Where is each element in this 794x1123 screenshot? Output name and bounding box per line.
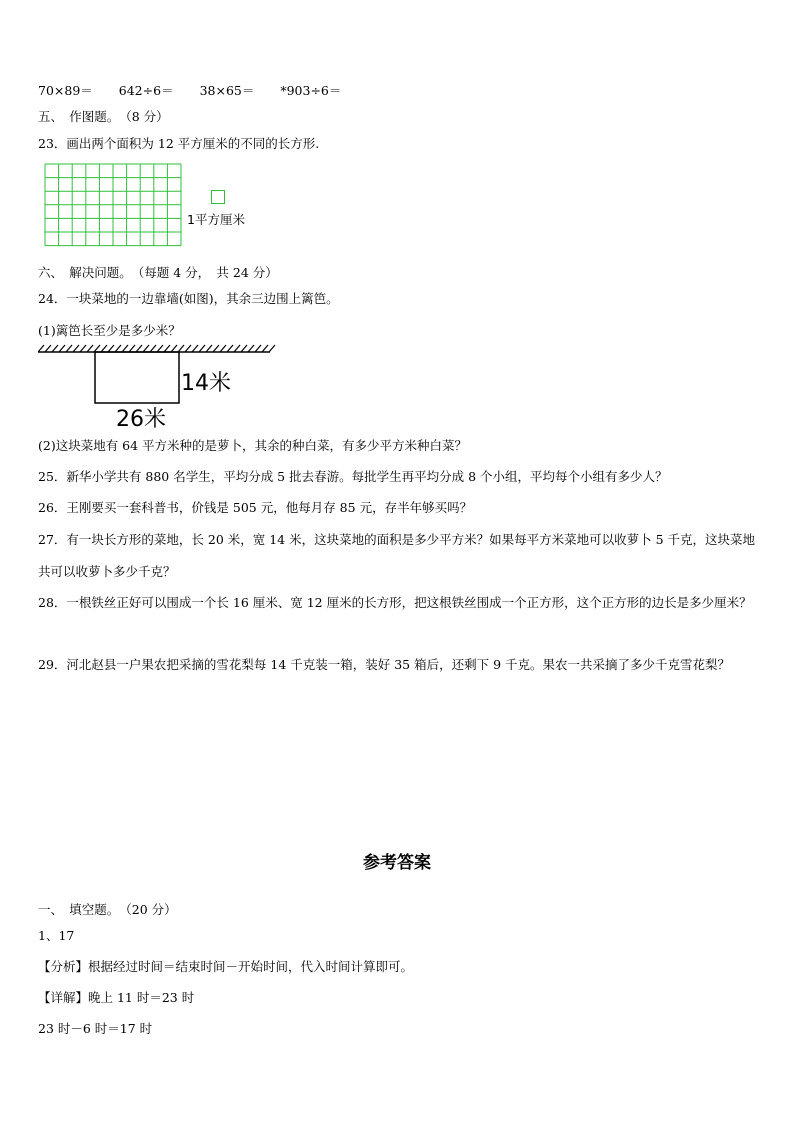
hatch-stroke [80,345,86,352]
answer-1: 1、17 [38,928,75,943]
hatch-stroke [52,345,58,352]
unit-square-icon [211,190,225,204]
answer-title: 参考答案 [363,853,431,873]
hatch-stroke [108,345,114,352]
question-28: 28．一根铁丝正好可以围成一个长 16 厘米、宽 12 厘米的长方形，把这根铁丝围成一个正方形，这个正方形的边长是多少厘米？ [38,595,752,610]
unit-square-label: 1平方厘米 [187,212,245,227]
hatch-stroke [213,345,219,352]
hatch-stroke [59,345,65,352]
question-26: 26．王刚要买一套科普书，价钱是 505 元，他每月存 85 元，存半年够买吗？ [38,500,473,515]
hatch-stroke [199,345,205,352]
hatch-stroke [122,345,128,352]
field-rectangle [95,352,179,403]
section6-heading: 六、 解决问题。 （每题 4 分， 共 24 分） [38,265,278,280]
hatch-stroke [206,345,212,352]
hatch-stroke [164,345,170,352]
wall-hatching [38,345,275,352]
hatch-stroke [220,345,226,352]
question-23: 23．画出两个面积为 12 平方厘米的不同的长方形. [38,136,320,151]
field-side-label: 14米 [181,371,231,396]
hatch-stroke [150,345,156,352]
answer-detail: 【详解】晚上 11 时＝23 时 [38,990,195,1005]
question-24: 24．一块菜地的一边靠墙(如图)，其余三边围上篱笆。 [38,291,339,306]
question-29: 29．河北赵县一户果农把采摘的雪花梨每 14 千克装一箱，装好 35 箱后，还剩下 9 千克。果农一共采摘了多少千克雪花梨？ [38,657,731,672]
grid-figure [44,163,184,257]
answer-analysis: 【分析】根据经过时间＝结束时间－开始时间，代入时间计算即可。 [38,959,414,974]
hatch-stroke [192,345,198,352]
question-27: 27．有一块长方形的菜地，长 20 米，宽 14 米，这块菜地的面积是多少平方米？如果每平方米菜地可以收萝卜 5 千克，这块菜地共可以收萝卜多少千克？ [38,532,756,579]
hatch-stroke [38,345,44,352]
question-24-part2: (2)这块菜地有 64 平方米种的是萝卜，其余的种白菜，有多少平方米种白菜？ [38,438,468,453]
hatch-stroke [241,345,247,352]
hatch-stroke [115,345,121,352]
hatch-stroke [171,345,177,352]
hatch-stroke [129,345,135,352]
calc-item: 642÷6＝ [118,83,174,98]
hatch-stroke [101,345,107,352]
section5-heading: 五、 作图题。 （8 分） [38,109,169,124]
question-24-part1: (1)篱笆长至少是多少米？ [38,323,181,338]
answer-calc: 23 时－6 时＝17 时 [38,1021,153,1036]
hatch-stroke [66,345,72,352]
hatch-stroke [157,345,163,352]
hatch-stroke [94,345,100,352]
hatch-stroke [248,345,254,352]
field-bottom-label: 26米 [116,407,166,432]
question-25: 25．新华小学共有 880 名学生，平均分成 5 批去春游。每批学生再平均分成 8 个小组，平均每个小组有多少人？ [38,469,668,484]
calc-item: 70×89＝ [38,83,93,98]
hatch-stroke [73,345,79,352]
answer-section-heading: 一、 填空题。 （20 分） [38,902,177,917]
hatch-stroke [178,345,184,352]
hatch-stroke [185,345,191,352]
hatch-stroke [234,345,240,352]
calc-item: 38×65＝ [199,83,255,98]
field-figure [38,342,278,434]
hatch-stroke [136,345,142,352]
hatch-stroke [262,345,268,352]
hatch-stroke [87,345,93,352]
calc-row [38,82,758,100]
hatch-stroke [269,345,275,352]
hatch-stroke [143,345,149,352]
hatch-stroke [255,345,261,352]
calc-item: *903÷6＝ [280,83,342,98]
hatch-stroke [227,345,233,352]
hatch-stroke [45,345,51,352]
